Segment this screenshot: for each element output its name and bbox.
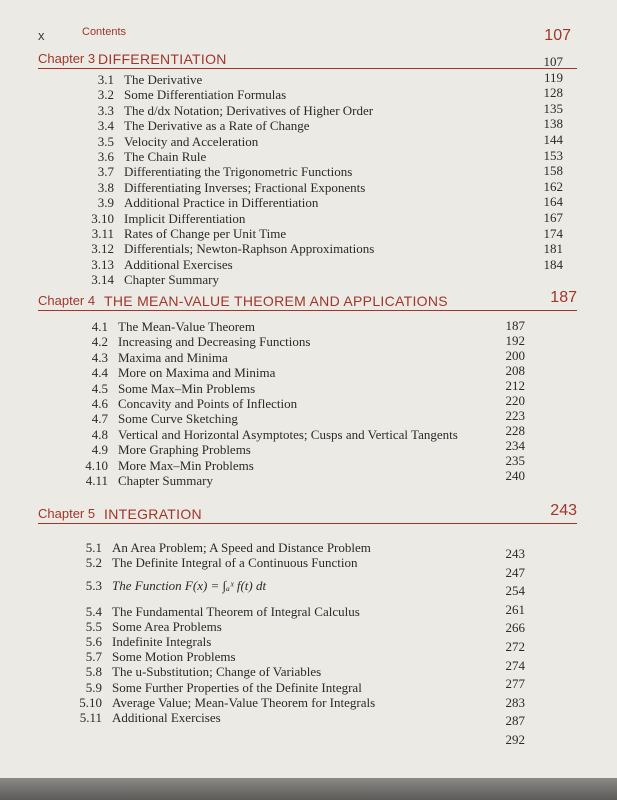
page-edge [0, 778, 617, 800]
page-number: 135 [543, 100, 563, 116]
chapter-heading [38, 48, 577, 69]
page-number: 261 [505, 601, 525, 617]
page-number: 274 [505, 657, 525, 673]
section-title: Velocity and Acceleration [124, 133, 259, 149]
section-title: The Fundamental Theorem of Integral Calculus [112, 603, 360, 619]
roman-page-number: x [38, 28, 45, 43]
section-title: More Graphing Problems [118, 442, 251, 458]
section-number: 4.11 [85, 473, 108, 488]
section-title: Differentials; Newton-Raphson Approximations [124, 241, 375, 257]
section-number: 5.1 [85, 540, 102, 555]
page-number: 144 [543, 132, 563, 147]
section-title: Indefinite Integrals [112, 634, 212, 649]
section-number: 5.9 [85, 679, 102, 695]
section-number: 3.8 [97, 179, 114, 195]
page-number: 266 [505, 620, 525, 636]
section-number: 3.7 [97, 164, 114, 180]
section-title: Some Motion Problems [112, 649, 236, 665]
section-title: Concavity and Points of Inflection [118, 396, 298, 411]
section-number: 3.13 [91, 256, 114, 272]
section-title: Chapter Summary [124, 272, 219, 288]
section-number: 5.6 [85, 634, 102, 649]
page-number: 220 [505, 393, 525, 408]
page-number: 272 [505, 639, 525, 654]
section-title: The Derivative [124, 72, 203, 87]
section-title: The u-Substitution; Change of Variables [112, 664, 322, 680]
page-number: 162 [543, 178, 563, 194]
page-number: 292 [505, 732, 525, 747]
section-title: The Function F(x) = ∫ₐˣ f(t) dt [112, 578, 267, 594]
section-number: 5.4 [85, 603, 102, 619]
section-title: Implicit Differentiation [124, 210, 246, 226]
section-number: 4.6 [91, 396, 108, 411]
section-number: 5.3 [85, 578, 102, 594]
chapter-label: Chapter 3 [38, 51, 96, 66]
chapter-title: INTEGRATION [104, 506, 202, 522]
section-number: 4.8 [91, 426, 108, 442]
section-title: Some Differentiation Formulas [124, 87, 287, 103]
section-number: 5.2 [85, 555, 102, 571]
section-number: 4.1 [91, 319, 108, 334]
section-number: 3.14 [91, 272, 114, 288]
section-title: The d/dx Notation; Derivatives of Higher Order [124, 102, 374, 118]
section-title: The Chain Rule [124, 149, 207, 164]
section-number: 5.8 [85, 664, 102, 680]
page-number: 228 [505, 423, 525, 438]
section-number: 4.7 [91, 411, 108, 427]
section-number: 3.12 [91, 241, 114, 257]
chapter-label: Chapter 5 [38, 506, 96, 521]
chapter-heading [38, 503, 577, 524]
section-number: 3.11 [91, 226, 114, 241]
chapter-label: Chapter 4 [38, 293, 96, 308]
section-title: Vertical and Horizontal Asymptotes; Cusps and Vertical Tangents [118, 426, 458, 442]
section-number: 3.1 [97, 72, 114, 87]
section-title: Differentiating Inverses; Fractional Exponents [124, 179, 366, 195]
page-number: 234 [505, 438, 525, 453]
section-number: 5.11 [79, 710, 102, 725]
page-number: 184 [543, 256, 563, 272]
page-number: 158 [543, 163, 563, 179]
section-title: An Area Problem; A Speed and Distance Problem [112, 540, 371, 555]
section-title: Differentiating the Trigonometric Functions [124, 164, 353, 180]
page-number: 138 [543, 116, 563, 132]
chapter-title: DIFFERENTIATION [98, 51, 227, 67]
section-number: 5.10 [79, 694, 102, 710]
section-title: Maxima and Minima [118, 349, 228, 365]
section-number: 3.5 [97, 133, 114, 149]
page-number: 192 [505, 333, 525, 348]
page-number: 212 [505, 378, 525, 393]
page-number: 235 [505, 453, 525, 468]
section-number: 5.7 [85, 649, 102, 665]
page-number: 181 [543, 241, 563, 257]
chapter-page-number: 243 [550, 502, 577, 519]
page-number: 287 [505, 713, 525, 729]
section-number: 4.5 [91, 380, 108, 396]
section-title: Some Curve Sketching [118, 411, 238, 427]
page-number: 243 [505, 546, 525, 561]
section-number: 3.6 [97, 149, 114, 164]
section-title: Chapter Summary [118, 473, 213, 488]
page-number: 187 [505, 318, 525, 333]
section-title: More on Maxima and Minima [118, 365, 276, 381]
header-page-number: 107 [544, 27, 571, 44]
page-number: 254 [505, 583, 525, 599]
section-number: 4.9 [91, 442, 108, 458]
page-number: 277 [505, 676, 525, 692]
section-title: Additional Practice in Differentiation [124, 195, 319, 211]
section-title: Average Value; Mean-Value Theorem for Integrals [112, 694, 376, 710]
chapter-title: THE MEAN-VALUE THEOREM AND APPLICATIONS [104, 293, 448, 309]
page-number: 119 [543, 69, 563, 85]
section-number: 4.3 [91, 349, 108, 365]
section-number: 5.5 [85, 618, 102, 634]
page-number: 167 [543, 210, 563, 225]
page-number: 240 [505, 468, 525, 483]
page-number: 174 [543, 225, 563, 241]
section-number: 3.2 [97, 87, 114, 103]
section-title: The Definite Integral of a Continuous Function [112, 555, 358, 571]
section-title: Some Max–Min Problems [118, 380, 256, 396]
section-title: Additional Exercises [124, 256, 233, 272]
section-title: Some Area Problems [112, 618, 222, 634]
page-number: 247 [505, 564, 525, 580]
chapter-heading [38, 290, 577, 311]
section-title: Some Further Properties of the Definite Integral [112, 679, 362, 695]
section-title: Rates of Change per Unit Time [124, 226, 287, 241]
section-number: 3.10 [91, 210, 114, 226]
page-number: 153 [543, 147, 563, 163]
section-title: Increasing and Decreasing Functions [118, 334, 311, 350]
page-number: 200 [505, 348, 525, 363]
page-number: 223 [505, 408, 525, 423]
page-header [36, 22, 571, 44]
section-number: 4.2 [91, 334, 108, 350]
section-number: 3.3 [97, 102, 114, 118]
page-number: 107 [543, 54, 563, 69]
section-number: 3.4 [97, 118, 114, 134]
page-number: 283 [505, 694, 525, 710]
section-number: 4.10 [85, 457, 108, 473]
page-number: 164 [543, 194, 563, 210]
section-title: Additional Exercises [112, 710, 221, 725]
section-title: More Max–Min Problems [118, 457, 254, 473]
running-head: Contents [82, 26, 127, 38]
page-number: 128 [543, 85, 563, 101]
page-number: 208 [505, 363, 525, 378]
section-number: 3.9 [97, 195, 114, 211]
section-number: 4.4 [91, 365, 108, 381]
section-title: The Mean-Value Theorem [118, 319, 255, 334]
chapter-page-number: 187 [550, 289, 577, 306]
section-title: The Derivative as a Rate of Change [124, 118, 310, 134]
